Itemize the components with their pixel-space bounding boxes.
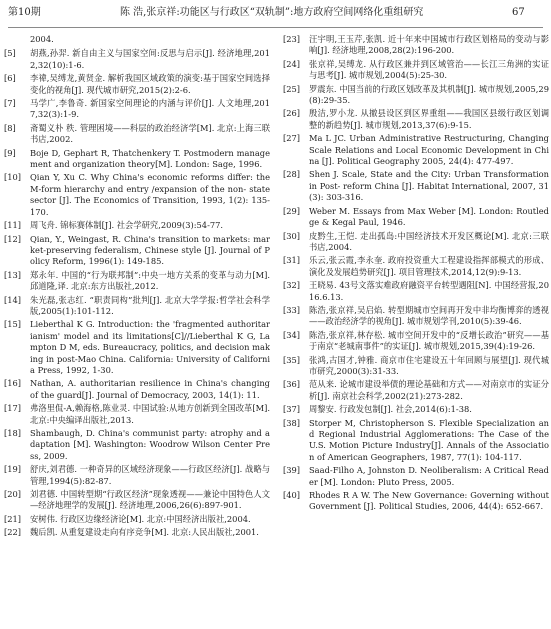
reference-number: [6] (4, 73, 16, 84)
reference-entry (283, 355, 549, 378)
reference-number: [36] (283, 379, 301, 390)
reference-entry (4, 270, 270, 293)
reference-number: [40] (283, 490, 301, 501)
reference-entry (283, 231, 549, 254)
reference-text: 胡燕,孙羿. 新自由主义与国家空间:反思与启示[J]. 经济地理,2012,32(10):1-6. (30, 48, 270, 70)
reference-text: 范从来. 论城市建设举债的理论基础和方式——对南京市的实证分析[J]. 南京社会科学,2002(21):273-282. (309, 379, 549, 401)
reference-text: 乐云,张云霞,李永奎. 政府投资重大工程建设指挥部模式的形成、演化及发展趋势研究[J]. 项目管理技术,2014,12(9):9-13. (309, 255, 549, 277)
reference-text: 斋蜀义朴 秩. 管理困境——科层的政治经济学[M]. 北京:上海三联书店,2002. (30, 122, 270, 145)
reference-entry (283, 169, 549, 203)
reference-number: [14] (4, 294, 22, 305)
reference-number: [27] (283, 133, 301, 144)
page-number: 67 (512, 7, 525, 18)
reference-entry (283, 59, 549, 82)
reference-number: [19] (4, 464, 22, 475)
reference-number: [7] (4, 98, 16, 109)
reference-number: [10] (4, 172, 22, 183)
reference-entry (283, 418, 549, 464)
reference-text: 周飞舟. 锦标赛体制[J]. 社会学研究,2009(3):54-77. (30, 220, 224, 231)
reference-text: Storper M, Christopherson S. Flexible Specialization and Regional Industrial Agglomerations: The Case of the U.S. Motion Picture Industry[J]. Annals of the Association of American Geographers, 1987, 77(1): 104-117. (309, 417, 549, 462)
reference-number: [18] (4, 428, 22, 438)
reference-text: Shambaugh, D. China's communist party: atrophy and adaptation [M]. Washington: Woodrow Wilson Center Press, 2009. (30, 428, 270, 461)
reference-entry (4, 319, 270, 376)
reference-number: [29] (283, 205, 301, 216)
reference-text: 舒庆,刘君德. 一种奇异的区域经济现象——行政区经济[J]. 战略与管理,1994(5):82-87. (30, 464, 270, 486)
reference-entry (4, 378, 270, 401)
reference-number: [22] (4, 527, 22, 538)
reference-text: 安树伟. 行政区边缘经济论[M]. 北京:中国经济出版社,2004. (30, 513, 251, 524)
reference-entry (283, 280, 549, 303)
reference-text: 张鸿,古国才,钟雅. 商京市住宅建设五十年回顾与展望[J]. 现代城市研究,2000(3):31-33. (309, 354, 549, 376)
reference-number: [37] (283, 404, 301, 415)
reference-entry (283, 133, 549, 167)
reference-number: [31] (283, 255, 301, 266)
running-title: 陈 浩,张京祥:功能区与行政区“双轨制”:地方政府空间网络化重组研究 (120, 7, 424, 18)
reference-entry (4, 123, 270, 146)
reference-text: 朱光磊,张志红. “职责同构”批判[J]. 北京大学学报:哲学社会科学版,2005(1):101-112. (30, 294, 270, 316)
reference-text: Shen J. Scale, State and the City: Urban Transformation in Post- reform China [J]. Habitat International, 2007, 31(3): 303-316. (309, 169, 549, 203)
reference-text: 弗洛里侃-A,赖海格,陈业灵. 中国试验:从地方创新到全国改革[M]. 北京:中央编译出版社,2013. (30, 403, 270, 425)
reference-text: 周黎安. 行政发包制[J]. 社会,2014(6):1-38. (309, 404, 472, 415)
reference-entry (4, 403, 270, 426)
references-left-column (4, 34, 270, 624)
reference-number: [15] (4, 319, 22, 330)
reference-entry (4, 234, 270, 268)
reference-entry (4, 172, 270, 218)
reference-number: [34] (283, 329, 301, 340)
reference-entry (4, 527, 270, 538)
reference-number: [16] (4, 378, 22, 389)
references-right-column (283, 34, 549, 624)
reference-text: Nathan, A. authoritarian resilience in China's changing of the guard[J]. Journal of Democracy, 2003, 14(1): 11. (30, 378, 270, 400)
reference-number: [28] (283, 169, 301, 180)
reference-entry (283, 465, 549, 488)
reference-number: [11] (4, 220, 22, 231)
reference-number: [24] (283, 58, 301, 69)
reference-text: 刘君德. 中国转型期“行政区经济”现象透视——兼论中国特色人文—经济地理学的发展[J]. 经济地理,2006,26(6):897-901. (30, 489, 270, 511)
reference-text: Qian, Y., Weingast, R. China's transition to markets: market-preserving federalism, Chinese style [J]. Journal of Policy Reform, 1996(1): 149-185. (30, 233, 270, 267)
reference-number: [17] (4, 403, 22, 414)
reference-entry (283, 108, 549, 131)
reference-text: Saad-Filho A, Johnston D. Neoliberalism: A Critical Reader [M]. London: Pluto Press, 2005. (309, 465, 549, 487)
reference-number: [12] (4, 233, 22, 244)
reference-number: [5] (4, 48, 16, 59)
reference-text: 罗震东. 中国当前的行政区划改革及其机制[J]. 城市规划,2005,29(8):29-35. (309, 83, 549, 106)
reference-text: Weber M. Essays from Max Weber [M]. London: Routledge & Kegal Paul, 1946. (309, 205, 549, 228)
reference-entry (4, 48, 270, 71)
reference-entry (4, 464, 270, 487)
reference-text: 李禕,吴缚龙,黄贤金. 解析我国区域政策的演变:基于国家空间选择变化的视角[J]. 现代城市研究,2015(2):2-6. (30, 73, 270, 95)
reference-number: [33] (283, 304, 301, 315)
reference-text: 魏后凯. 从重复建设走向有序竞争[M]. 北京:人民出版社,2001. (30, 527, 259, 538)
reference-entry (4, 295, 270, 318)
reference-number: [32] (283, 280, 301, 291)
reference-entry (4, 514, 270, 525)
reference-entry (4, 148, 270, 171)
reference-number: [39] (283, 465, 301, 476)
reference-text: Boje D, Gephart R, Thatchenkery T. Postmodern management and organization theory[M]. London: Sage, 1996. (30, 147, 270, 170)
reference-entry (283, 255, 549, 278)
reference-entry (283, 206, 549, 229)
reference-number: [8] (4, 122, 16, 133)
reference-entry (283, 84, 549, 107)
reference-text: 陈浩,张京祥,林存松. 城市空间开发中的“反增长政治”研究——基于南京“老城南事件”的实证[J]. 城市规划,2015,39(4):19-26. (309, 329, 549, 352)
reference-number: [38] (283, 417, 301, 428)
reference-text: 汪宇明,王玉芹,张凯. 近十年来中国城市行政区划格局的变动与影响[J]. 经济地理,2008,28(2):196-200. (309, 34, 549, 56)
reference-text: 王晓易. 43号文落实难政府融资平台转型遇阻[N]. 中国经营报,2016.6.13. (309, 280, 549, 302)
reference-number: [35] (283, 354, 301, 365)
reference-entry (4, 34, 270, 45)
reference-text: 陈浩,张京祥,吴启焰. 转型期城市空间再开发中非均衡博弈的透视——政治经济学的视角[J]. 城市规划学刊,2010(5):39-46. (309, 304, 549, 327)
reference-number: [20] (4, 489, 22, 500)
running-header (0, 0, 551, 26)
reference-text: 2004. (30, 34, 54, 44)
reference-text: Qian Y, Xu C. Why China's economic reforms differ: the M-form hierarchy and entry /expansion of the non- state sector [J]. The Economics of Transition, 1993, 1(2): 135-170. (30, 172, 270, 217)
reference-number: [21] (4, 513, 22, 524)
reference-text: Lieberthal K G. Introduction: the 'fragmented authoritarianism' model and its limitations[C]//Lieberthal K G, Lampton D M, eds. Bureaucracy, politics, and decision making in post-Mao China. California: University of California Press, 1992, 1-30. (30, 319, 270, 375)
reference-text: 殷洁,罗小龙. 从撤县设区到区界重组——我国区县级行政区划调整的新趋势[J]. 城市规划,2013,37(6):9-15. (309, 108, 549, 130)
reference-entry (4, 428, 270, 462)
reference-number: [23] (283, 34, 301, 44)
reference-number: [26] (283, 108, 301, 119)
reference-number: [25] (283, 83, 301, 94)
reference-number: [13] (4, 269, 22, 280)
reference-entry (283, 490, 549, 513)
reference-entry (4, 98, 270, 121)
reference-number: [30] (283, 230, 301, 241)
reference-text: Ma L JC. Urban Administrative Restructuring, Changing Scale Relations and Local Economic Development in China [J]. Political Geography 2005, 24(4): 477-497. (309, 133, 549, 167)
reference-text: 张京祥,吴缚龙. 从行政区兼并到区域管治——长江三角洲的实证与思考[J]. 城市规划,2004(5):25-30. (309, 58, 549, 81)
reference-entry (4, 73, 270, 96)
reference-number: [9] (4, 147, 16, 158)
reference-entry (283, 305, 549, 328)
reference-text: 皮黔生,王恺. 走出孤岛:中国经济技术开发区概论[M]. 北京:三联书店,2004. (309, 230, 549, 252)
reference-entry (283, 330, 549, 353)
issue-number: 第10期 (8, 7, 41, 18)
reference-text: 马学广,李鲁奇. 新国家空间理论的内涵与评价[J]. 人文地理,2017,32(3):1-9. (30, 98, 270, 120)
reference-entry (283, 34, 549, 57)
reference-entry (4, 489, 270, 512)
reference-text: 郑永年. 中国的“行为联邦制”:中央一地方关系的变革与动力[M]. 邱道隆,译. 北京:东方出版社,2012. (30, 269, 270, 292)
reference-entry (283, 404, 549, 415)
reference-text: Rhodes R A W. The New Governance: Governing without Government [J]. Political Studies, 2006, 44(4): 652-667. (309, 490, 549, 512)
reference-entry (283, 379, 549, 402)
reference-entry (4, 220, 270, 231)
header-rule (8, 27, 543, 28)
